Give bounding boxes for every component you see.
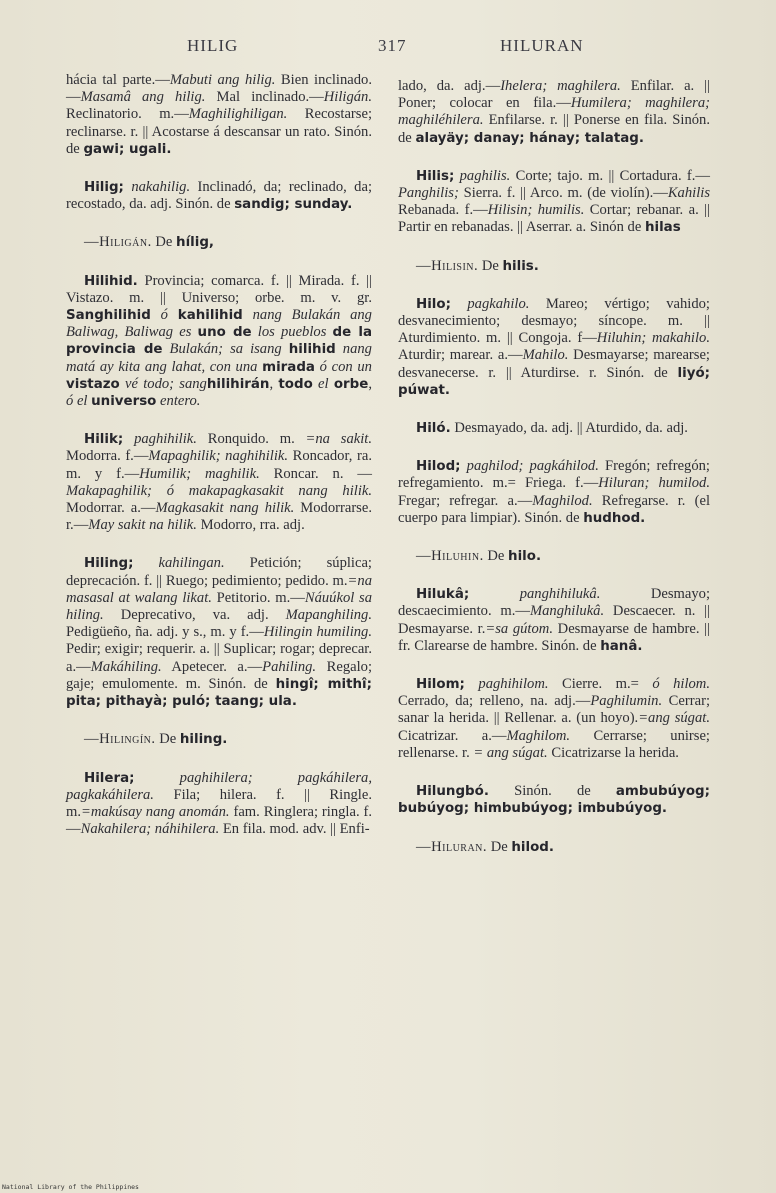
definition-text: Ronquido. m. <box>196 431 306 448</box>
dictionary-entry <box>66 179 372 213</box>
bold-term: sandig; sunday. <box>234 197 353 213</box>
italic-text: vé todo; sang <box>125 375 207 392</box>
definition-text <box>133 555 158 571</box>
italic-text: Masamâ ang hilig. <box>80 89 206 106</box>
bold-term: hilas <box>644 220 681 236</box>
italic-text: Ihelera; maghilera. <box>500 78 621 94</box>
italic-text: ó <box>160 307 168 324</box>
definition-text: De <box>151 234 177 251</box>
definition-text: Desmayado, da. adj. || Aturdido, da. adj. <box>450 420 688 437</box>
definition-text: Pedigüeño, ña. adj. y s., m. y f.— <box>66 624 264 641</box>
headword: Hilig; <box>84 180 124 196</box>
italic-text: Hiluran; humilod. <box>598 475 710 492</box>
italic-text: =na sakit. <box>305 431 372 448</box>
definition-text: Cicatrizar. a.— <box>398 727 507 744</box>
definition-text: Cortar; rebanar. a. || Partir en rebanadas. || Aserrar. a. Sinón de <box>398 202 710 236</box>
dictionary-entry <box>398 586 710 655</box>
bold-term: todo <box>278 376 313 392</box>
page-number: 317 <box>378 36 407 55</box>
definition-text: Desmayarse de hambre. || fr. Clarearse de hambre. Sinón. de <box>398 620 711 654</box>
dictionary-entry <box>66 770 372 839</box>
definition-text: Deprecativo, va. adj. <box>103 607 286 624</box>
italic-text: Hilingin humiling. <box>263 624 372 641</box>
dictionary-entry <box>66 431 372 534</box>
bold-term: hílig, <box>176 235 215 251</box>
definition-text: Enfilar. a. || Poner; colocar en fila.— <box>398 78 710 112</box>
bold-term: mirada <box>262 359 315 375</box>
headword: Hilera; <box>84 770 135 786</box>
italic-text: Magkasakit nang hilik. <box>155 500 295 517</box>
definition-text: Modorrar. a.— <box>66 500 156 517</box>
definition-text <box>134 770 179 786</box>
dictionary-entry <box>398 676 710 762</box>
small-caps-ref: —Hilingín. <box>84 731 156 748</box>
definition-text: , <box>368 375 372 392</box>
definition-text: Regalo; gaje; emulomente. m. Sinón. de <box>66 658 372 692</box>
definition-text: Modorro, rra. adj. <box>196 517 305 534</box>
italic-text: Paghilumin. <box>590 693 663 710</box>
italic-text: = ang súgat. <box>473 744 548 761</box>
italic-text: nakahilig. <box>131 179 191 196</box>
definition-text: Roncador, ra. m. y f.— <box>66 448 372 482</box>
definition-text: Cerrarse; unirse; rellenarse. r. <box>398 727 710 761</box>
italic-text: Kahilis <box>667 185 710 202</box>
definition-text: Fregar; refregar. a.— <box>398 492 533 509</box>
small-caps-ref: —Hilisin. <box>416 257 479 274</box>
definition-text: De <box>478 257 503 274</box>
italic-text: Bulakán; sa isang <box>169 341 282 358</box>
dictionary-entry <box>398 458 710 527</box>
page-header <box>0 36 776 60</box>
bold-term: hilo. <box>508 549 542 565</box>
definition-text <box>282 341 289 357</box>
italic-text: Panghilis; <box>398 185 459 202</box>
bold-term: uno de <box>197 325 252 341</box>
dictionary-entry <box>398 168 710 237</box>
bold-term: alayäy; danay; hánay; talatag. <box>415 130 644 146</box>
definition-text: Rebanada. f.— <box>398 202 488 219</box>
left-column <box>66 72 372 859</box>
italic-text: nang Bulakán ang Baliwag, Baliwag es <box>66 307 372 341</box>
italic-text: Humilera; maghilera; maghiléhilera. <box>398 95 710 129</box>
italic-text: Manghilukâ. <box>529 603 605 620</box>
headword: Hilungbó. <box>416 784 489 800</box>
italic-text: =ang súgat. <box>638 710 710 727</box>
definition-text: Cicatrizarse la herida. <box>547 744 679 761</box>
headword: Hilik; <box>84 432 124 448</box>
definition-text: Modorrarse. r.— <box>66 500 372 534</box>
definition-text: Fregón; refregón; refregamiento. m.= Friega. f.— <box>398 458 710 492</box>
definition-text: Descaecer. n. || Desmayarse. r. <box>398 603 710 637</box>
small-caps-ref: —Hiligán. <box>84 234 152 251</box>
italic-text: Hiluhin; makahilo. <box>596 330 710 347</box>
headword: Hiló. <box>416 421 451 437</box>
definition-text: fam. Ringlera; ringla. f.— <box>66 803 373 838</box>
italic-text: Náuúkol sa hiling. <box>66 589 373 624</box>
italic-text: Makáhiling. <box>90 658 162 675</box>
dictionary-entry <box>66 72 372 158</box>
definition-text <box>243 307 253 323</box>
bold-term: hanâ. <box>600 638 643 654</box>
italic-text: Mahilo. <box>522 347 569 364</box>
italic-text: pagkahilo. <box>467 295 530 312</box>
cross-reference <box>398 839 710 856</box>
bold-term: Sanghilihid <box>66 308 151 324</box>
italic-text: panghihilukâ. <box>519 586 601 603</box>
italic-text: paghilod; pagkáhilod. <box>466 458 599 475</box>
italic-text: Mapaghilik; naghihilik. <box>148 448 288 465</box>
bold-term: hilis. <box>502 258 539 274</box>
italic-text: Nakahilera; náhihilera. <box>80 821 220 838</box>
headword: Hilo; <box>416 296 451 312</box>
definition-text: Reclinatorio. m.— <box>66 106 189 123</box>
italic-text: Maghilod. <box>532 492 593 509</box>
italic-text: paghihilom. <box>478 676 549 693</box>
definition-text: Enfilarse. r. || Ponerse en fila. Sinón. de <box>398 112 710 146</box>
definition-text: Modorra. f.— <box>66 448 149 465</box>
italic-text: Hiligán. <box>323 89 372 106</box>
header-left-guideword: HILIG <box>187 36 239 55</box>
definition-text <box>151 307 161 323</box>
italic-text: ó el <box>66 393 88 410</box>
definition-text: Sierra. f. || Arco. m. (de violín).— <box>458 185 668 202</box>
definition-text <box>465 676 478 692</box>
definition-text: Cierre. m.= <box>548 676 653 693</box>
italic-text: paghihilera; pagkáhilera, pagkakáhilera. <box>66 769 372 803</box>
definition-text: Petición; súplica; deprecación. f. || Ruego; pedimiento; pedido. m. <box>66 555 372 589</box>
italic-text: Makapaghilik; ó makapagkasakit nang hilik. <box>66 482 372 499</box>
dictionary-entry <box>398 78 710 147</box>
headword: Hiling; <box>84 556 134 572</box>
definition-text <box>123 431 134 447</box>
definition-text: Petitorio. m.— <box>211 589 305 606</box>
italic-text: Humilik; maghilik. <box>139 465 260 482</box>
bold-term: hudhod. <box>583 510 646 526</box>
bold-term: orbe <box>333 376 369 392</box>
definition-text: Recostarse; reclinarse. r. || Acostarse á descansar un rato. Sinón. de <box>66 106 372 157</box>
definition-text: De <box>155 731 180 748</box>
italic-text: May sakit na hilik. <box>88 517 197 534</box>
definition-text <box>451 296 467 312</box>
dictionary-entry <box>66 273 372 411</box>
headword: Hilukâ; <box>416 587 470 603</box>
italic-text: kahilingan. <box>158 555 225 572</box>
definition-text: Pedir; exigir; requerir. a. || Suplicar; rogar; deprecar. a.— <box>66 641 372 675</box>
dictionary-entry <box>398 420 710 437</box>
definition-text: De <box>483 548 509 565</box>
cross-reference <box>66 234 372 251</box>
bold-term: vistazo <box>66 376 120 392</box>
bold-term: hilod. <box>511 839 554 855</box>
definition-text: Sinón. de <box>488 783 616 800</box>
bold-term: kahilihid <box>177 308 243 324</box>
footer-credit: National Library of the Philippines <box>2 1183 139 1191</box>
right-column <box>398 78 710 877</box>
headword: Hilihid. <box>84 273 138 289</box>
italic-text: el <box>318 375 329 392</box>
definition-text: Mareo; vértigo; vahido; desvanecimiento; desmayo; síncope. m. || Aturdimiento. m. || Congoja. f— <box>398 295 710 347</box>
definition-text: Refregarse. r. (el cuerpo para limpiar). Sinón. de <box>398 492 711 526</box>
definition-text: Inclinadó, da; reclinado, da; recostado, da. adj. Sinón. de <box>66 179 372 213</box>
small-caps-ref: —Hiluran. <box>416 838 488 855</box>
dictionary-entry <box>398 296 710 399</box>
definition-text: lado, da. adj.— <box>398 78 501 94</box>
cross-reference <box>398 548 710 565</box>
headword: Hilis; <box>416 168 455 184</box>
italic-text: los pueblos <box>257 324 327 341</box>
dictionary-entry <box>398 783 710 817</box>
definition-text: Cerrar; sanar la herida. || Rellenar. a. (un hoyo). <box>398 693 710 727</box>
italic-text: ó hilom. <box>652 676 710 693</box>
definition-text: Desmayo; descaecimiento. m.— <box>398 586 710 620</box>
italic-text: ó con un <box>319 358 372 375</box>
bold-term: universo <box>91 394 157 410</box>
bold-term: de la provincia de <box>66 325 372 358</box>
definition-text: Bien inclinado.— <box>66 72 372 106</box>
headword: Hilom; <box>416 677 465 693</box>
definition-text: Roncar. n. — <box>259 465 372 482</box>
italic-text: paghilis. <box>459 167 511 184</box>
definition-text: En fila. mod. adv. || Enfi- <box>219 821 370 838</box>
italic-text: =na masasal at walang likat. <box>66 572 372 606</box>
headword: Hilod; <box>416 459 461 475</box>
italic-text: Mabuti ang hilig. <box>169 72 276 88</box>
definition-text: hácia tal parte.— <box>66 72 170 88</box>
definition-text: Fila; hilera. f. || Ringle. m. <box>66 786 372 820</box>
bold-term: gawi; ugali. <box>83 141 172 157</box>
definition-text <box>163 341 170 357</box>
small-caps-ref: —Hiluhin. <box>416 548 484 565</box>
italic-text: =makúsay nang anomán. <box>81 803 230 820</box>
italic-text: Pahiling. <box>262 658 317 675</box>
italic-text: Mapanghiling. <box>285 607 372 624</box>
italic-text: =sa gútom. <box>485 620 553 637</box>
definition-text <box>469 586 519 602</box>
bold-term: hiling. <box>179 732 228 748</box>
definition-text: Mal inclinado.— <box>205 89 324 106</box>
definition-text <box>168 307 178 323</box>
bold-term: liyó; púwat. <box>398 365 710 398</box>
italic-text: Maghilighiligan. <box>188 106 288 123</box>
definition-text: Corte; tajo. m. || Cortadura. f.— <box>510 167 710 184</box>
bold-term: hilihid <box>288 342 336 358</box>
italic-text: Maghilom. <box>506 727 571 744</box>
bold-term: hingî; mithî; pita; pithayà; puló; taang; ula. <box>66 676 372 710</box>
bold-term: hilihirán <box>206 376 270 392</box>
cross-reference <box>66 731 372 748</box>
cross-reference <box>398 258 710 275</box>
definition-text: Cerrado, da; relleno, na. adj.— <box>398 693 591 710</box>
italic-text: entero. <box>160 393 201 410</box>
header-right-guideword: HILURAN <box>500 36 584 55</box>
definition-text: Desmayarse; marearse; desvanecerse. r. || Aturdirse. r. Sinón. de <box>398 347 710 381</box>
dictionary-entry <box>66 555 372 710</box>
definition-text: De <box>487 838 512 855</box>
italic-text: nang matá ay kita ang lahat, con una <box>66 341 372 375</box>
definition-text: , <box>269 375 279 392</box>
definition-text: Apetecer. a.— <box>161 658 263 675</box>
definition-text <box>336 341 343 357</box>
definition-text: Aturdir; marear. a.— <box>398 347 523 364</box>
bold-term: ambubúyog; bubúyog; himbubúyog; imbubúyog. <box>398 784 710 817</box>
italic-text: Hilisin; humilis. <box>487 202 585 219</box>
italic-text: paghihilik. <box>134 431 197 448</box>
definition-text: Provincia; comarca. f. || Mirada. f. || Vistazo. m. || Universo; orbe. m. v. gr. <box>66 272 372 306</box>
